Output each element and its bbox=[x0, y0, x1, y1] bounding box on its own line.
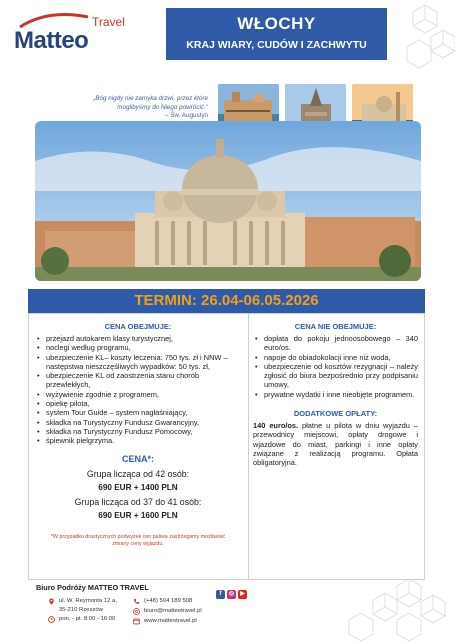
location-icon bbox=[48, 598, 55, 605]
price-title: CENA*: bbox=[121, 453, 154, 464]
list-item: • ubezpieczenie KL od zaostrzenia stanu chorób przewlekłych, bbox=[35, 371, 241, 390]
footer-phone[interactable] bbox=[133, 597, 202, 607]
footer-address-column bbox=[48, 597, 117, 625]
list-item: • ubezpieczenie od kosztów rezygnacji – należy zgłosić do biura bezpośrednio przy podpisaniu umowy, bbox=[253, 362, 418, 390]
page-subtitle: KRAJ WIARY, CUDÓW I ZACHWYTU bbox=[186, 39, 367, 51]
list-item: • ubezpieczenie KL– koszty leczenia: 750 tys. zł i NNW – następstwa nieszczęśliwych wypadków: 50 tys. zł, bbox=[35, 353, 241, 372]
list-item: • wyżywienie zgodnie z programem, bbox=[35, 390, 241, 399]
list-item: • opiekę pilota, bbox=[35, 399, 241, 408]
group2-price: 690 EUR + 1600 PLN bbox=[98, 510, 178, 520]
email-text[interactable]: biuro@matteotravel.pl bbox=[144, 608, 202, 614]
footer-company: Biuro Podróży MATTEO TRAVEL bbox=[36, 583, 149, 592]
phone-text[interactable]: (+48) 504 189 508 bbox=[144, 598, 193, 604]
quote bbox=[60, 95, 208, 121]
list-item: • składka na Turystyczny Fundusz Gwarancyjny, bbox=[35, 418, 241, 427]
quote-line-1: „Bóg nigdy nie zamyka drzwi, przez które bbox=[93, 95, 208, 102]
address-line-1: ul. W. Reymonta 12 a, bbox=[59, 598, 117, 604]
facebook-icon[interactable]: f bbox=[216, 590, 225, 599]
title-banner bbox=[166, 8, 387, 60]
includes-list bbox=[35, 334, 241, 446]
list-item: • prywatne wydatki i inne nieobjęte programem. bbox=[253, 390, 418, 399]
youtube-icon[interactable]: ▶ bbox=[238, 590, 247, 599]
page-title: WŁOCHY bbox=[237, 14, 316, 33]
list-item: • system Tour Guide – system nagłaśniający, bbox=[35, 408, 241, 417]
list-item: • napoje do obiadokolacji inne niż woda, bbox=[253, 353, 418, 362]
price-note-line-2: zmiany ceny wyjazdu. bbox=[112, 541, 164, 548]
social-links bbox=[216, 590, 247, 599]
extra-fees-description: płatne u pilota w dniu wyjazdu – przewodnicy miejscowi, opłaty drogowe i wjazdowe do miast, parkingi i inne opłaty związane z realizacją programu. Opłata obligatoryjna. bbox=[253, 421, 418, 468]
footer-web[interactable] bbox=[133, 617, 202, 627]
group1-price: 690 EUR + 1400 PLN bbox=[98, 482, 178, 492]
footer-hours bbox=[48, 615, 117, 625]
right-column bbox=[253, 322, 418, 468]
list-item: • dopłata do pokoju jednoosobowego – 340 euro/os. bbox=[253, 334, 418, 353]
excludes-list bbox=[253, 334, 418, 399]
extra-fees-title: DODATKOWE OPŁATY: bbox=[293, 409, 378, 419]
clock-icon bbox=[48, 616, 55, 623]
list-item: • śpiewnik pielgrzyma. bbox=[35, 436, 241, 445]
web-icon bbox=[133, 618, 140, 625]
group1-label: Grupa licząca od 42 osób: bbox=[86, 468, 190, 479]
phone-icon bbox=[133, 598, 140, 605]
date-banner: TERMIN: 26.04-06.05.2026 bbox=[28, 289, 425, 313]
column-divider bbox=[248, 314, 249, 579]
hero-image-st-peters bbox=[35, 121, 421, 281]
footer-address bbox=[48, 597, 117, 615]
extra-fees-amount: 140 euro/os. bbox=[253, 421, 299, 431]
web-text[interactable]: www.matteotravel.pl bbox=[144, 618, 197, 624]
group2-label: Grupa licząca od 37 do 41 osób: bbox=[74, 496, 202, 507]
quote-author: – Św. Augustyn bbox=[164, 112, 208, 119]
logo bbox=[14, 10, 125, 54]
decorative-pattern-icon bbox=[385, 0, 455, 90]
price-note-line-1: *W przypadku drastycznych podwyżek cen paliwa zastrzegamy możliwość bbox=[50, 533, 226, 540]
email-icon bbox=[133, 608, 140, 615]
list-item: • składka na Turystyczny Fundusz Pomocowy, bbox=[35, 427, 241, 436]
address-line-2: 35-210 Rzeszów bbox=[59, 606, 103, 613]
footer-pattern-icon bbox=[285, 573, 455, 643]
includes-title: CENA OBEJMUJE: bbox=[104, 322, 172, 331]
left-column bbox=[35, 322, 241, 549]
logo-main: Matteo bbox=[14, 27, 89, 54]
logo-sub: Travel bbox=[92, 15, 125, 29]
footer-email[interactable] bbox=[133, 607, 202, 617]
quote-line-2: moglibyśmy do Niego powrócić." bbox=[117, 103, 208, 111]
instagram-icon[interactable]: ◎ bbox=[228, 591, 235, 597]
hours-text: pon. - pt. 8:00 - 16:00 bbox=[59, 616, 116, 622]
footer-contact-column bbox=[133, 597, 202, 627]
list-item: • przejazd autokarem klasy turystycznej, bbox=[35, 334, 241, 343]
info-box bbox=[28, 313, 425, 580]
excludes-title: CENA NIE OBEJMUJE: bbox=[294, 322, 377, 331]
extra-fees-text bbox=[253, 421, 418, 467]
list-item: • noclegi według programu, bbox=[35, 343, 241, 352]
price-note bbox=[35, 534, 241, 549]
